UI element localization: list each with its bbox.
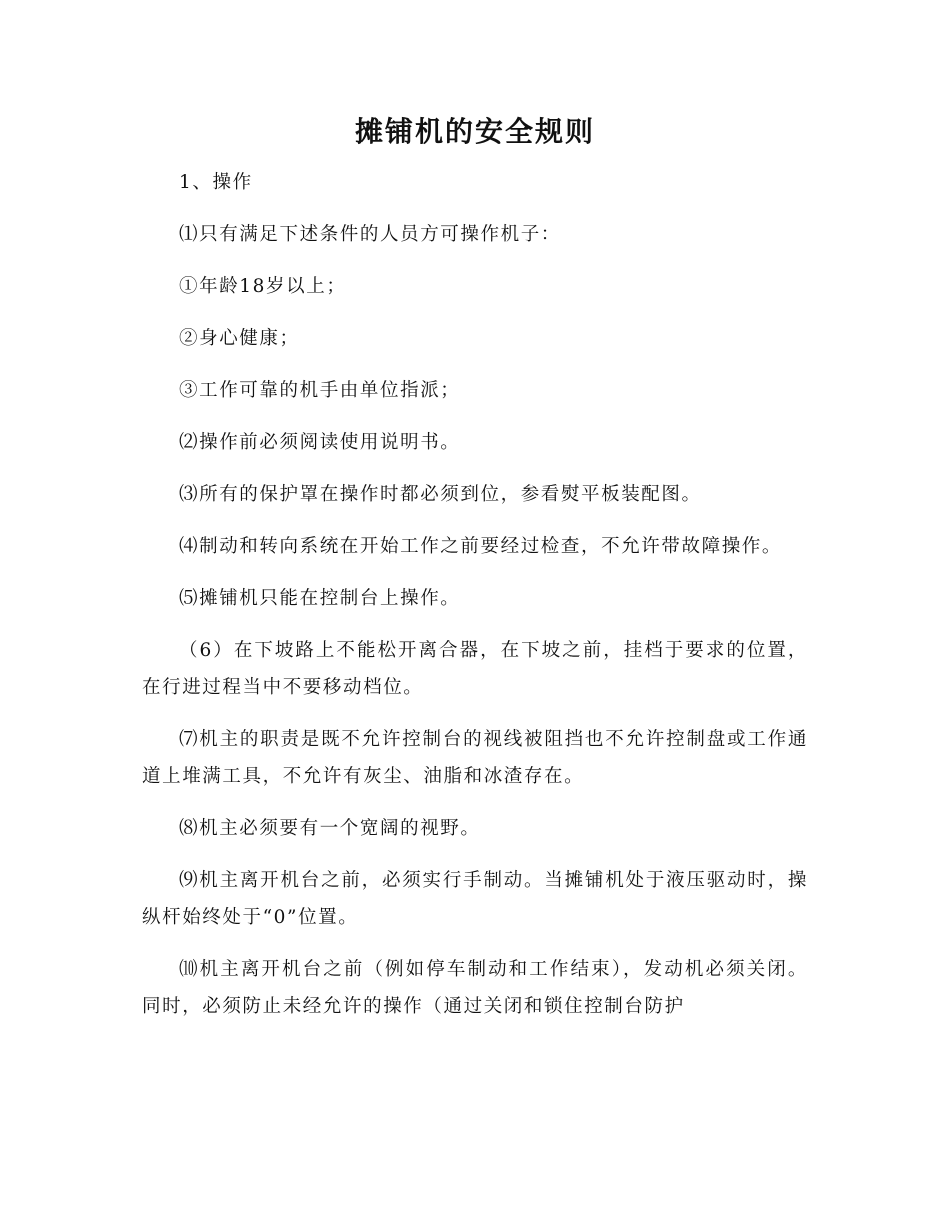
paragraph-section-operation: 1、操作 — [179, 172, 253, 193]
paragraph-item-3: ⑶所有的保护罩在操作时都必须到位，参看熨平板装配图。 — [179, 484, 702, 505]
paragraph-item-4: ⑷制动和转向系统在开始工作之前要经过检查，不允许带故障操作。 — [179, 536, 783, 557]
document-body — [142, 164, 808, 1025]
paragraph-condition-3: ③工作可靠的机手由单位指派； — [179, 380, 461, 401]
paragraph-condition-1: ①年龄18岁以上； — [179, 276, 347, 297]
paragraph-item-9: ⑼机主离开机台之前，必须实行手制动。当摊铺机处于液压驱动时，操纵杆始终处于“0”位置。 — [142, 870, 808, 928]
paragraph-item-5: ⑸摊铺机只能在控制台上操作。 — [179, 588, 461, 609]
document-title: 摊铺机的安全规则 — [354, 115, 595, 148]
paragraph-item-8: ⑻机主必须要有一个宽阔的视野。 — [179, 818, 481, 839]
paragraph-item-2: ⑵操作前必须阅读使用说明书。 — [179, 432, 461, 453]
paragraph-item-1: ⑴只有满足下述条件的人员方可操作机子： — [179, 224, 561, 245]
paragraph-condition-2: ②身心健康； — [179, 328, 300, 349]
paragraph-item-6: （6）在下坡路上不能松开离合器，在下坡之前，挂档于要求的位置，在行进过程当中不要移动档位。 — [142, 640, 808, 698]
paragraph-item-7: ⑺机主的职责是既不允许控制台的视线被阻挡也不允许控制盘或工作通道上堆满工具，不允许有灰尘、油脂和冰渣存在。 — [142, 729, 808, 787]
paragraph-item-10: ⑽机主离开机台之前（例如停车制动和工作结束），发动机必须关闭。同时，必须防止未经允许的操作（通过关闭和锁住控制台防护 — [142, 959, 808, 1017]
